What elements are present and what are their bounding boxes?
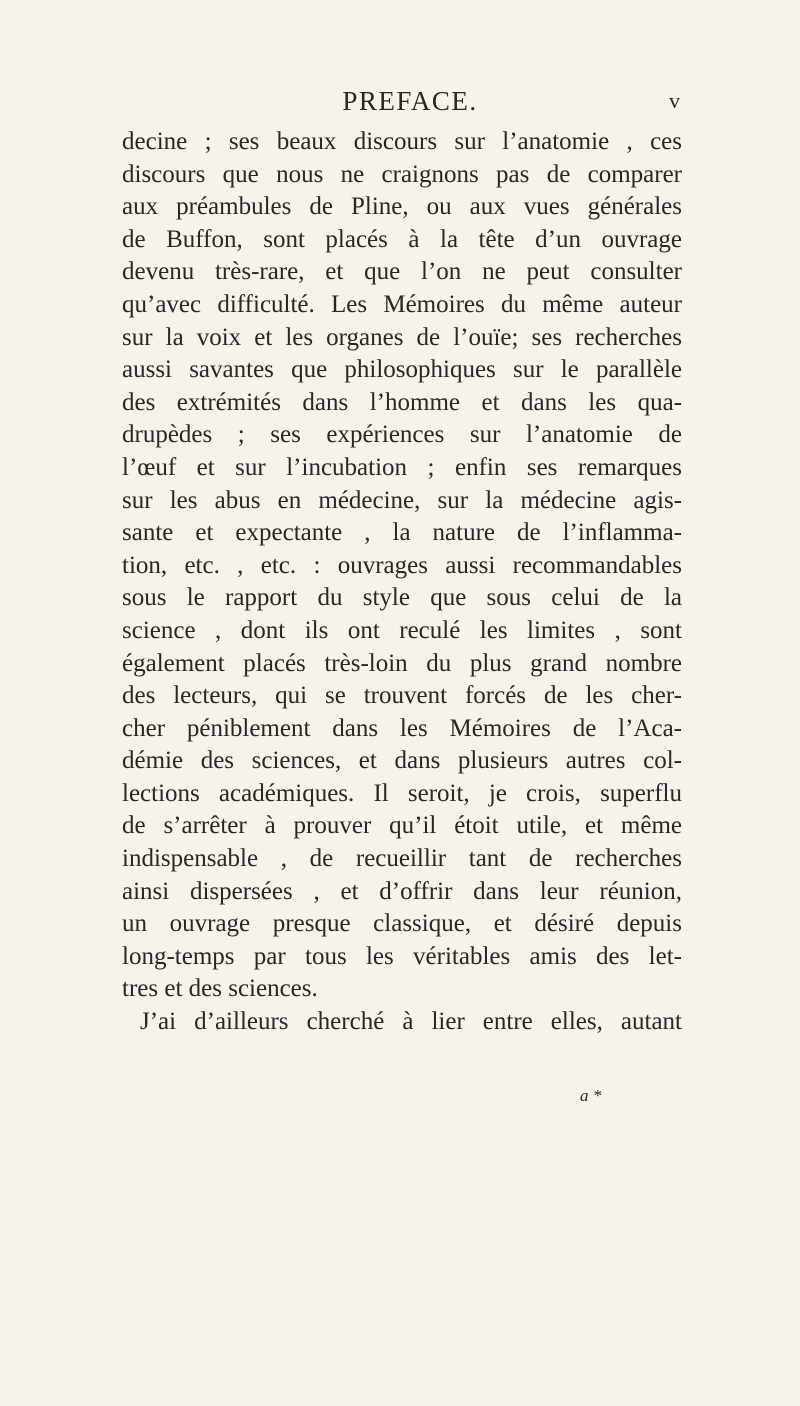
text-line: aux préambules de Pline, ou aux vues générales <box>122 193 682 221</box>
text-line: indispensable , de recueillir tant de recherches <box>122 845 682 873</box>
text-line: de Buffon, sont placés à la tête d’un ouvrage <box>122 225 682 253</box>
text-line: de s’arrêter à prouver qu’il étoit utile, et même <box>122 812 682 840</box>
body-text <box>122 126 682 1039</box>
text-line: ainsi dispersées , et d’offrir dans leur réunion, <box>122 877 682 905</box>
text-line: science , dont ils ont reculé les limites , sont <box>122 616 682 644</box>
text-line: des lecteurs, qui se trouvent forcés de les cher- <box>122 682 682 710</box>
text-line: cher péniblement dans les Mémoires de l’Aca- <box>122 714 682 742</box>
text-line: sante et expectante , la nature de l’inflamma- <box>122 519 682 547</box>
text-line: lections académiques. Il seroit, je crois, superflu <box>122 779 682 807</box>
text-line: un ouvrage presque classique, et désiré depuis <box>122 910 682 938</box>
text-line: drupèdes ; ses expériences sur l’anatomie de <box>122 421 682 449</box>
page-number: v <box>669 88 680 113</box>
text-line: sur les abus en médecine, sur la médecine agis- <box>122 486 682 514</box>
text-line: l’œuf et sur l’incubation ; enfin ses remarques <box>122 453 682 481</box>
text-line: long-temps par tous les véritables amis des let- <box>122 942 682 970</box>
text-line: tion, etc. , etc. : ouvrages aussi recommandables <box>122 551 682 579</box>
text-line: sous le rapport du style que sous celui de la <box>122 584 682 612</box>
text-line: tres et des sciences. <box>122 975 318 1003</box>
text-line: decine ; ses beaux discours sur l’anatomie , ces <box>122 128 682 155</box>
text-line: qu’avec difficulté. Les Mémoires du même auteur <box>122 290 682 318</box>
text-line: démie des sciences, et dans plusieurs autres col- <box>122 747 682 775</box>
text-line: devenu très-rare, et que l’on ne peut consulter <box>122 258 682 286</box>
text-line: sur la voix et les organes de l’ouïe; ses recherches <box>122 323 682 351</box>
text-line: discours que nous ne craignons pas de comparer <box>122 160 682 188</box>
text-line: aussi savantes que philosophiques sur le parallèle <box>122 356 682 384</box>
running-title: PREFACE. <box>342 86 478 116</box>
text-line: des extrémités dans l’homme et dans les qua- <box>122 388 682 416</box>
page-header <box>140 86 680 122</box>
signature-mark: a * <box>580 1086 602 1105</box>
text-line: également placés très-loin du plus grand nombre <box>122 649 682 677</box>
text-line: J’ai d’ailleurs cherché à lier entre elles, autant <box>140 1008 682 1036</box>
